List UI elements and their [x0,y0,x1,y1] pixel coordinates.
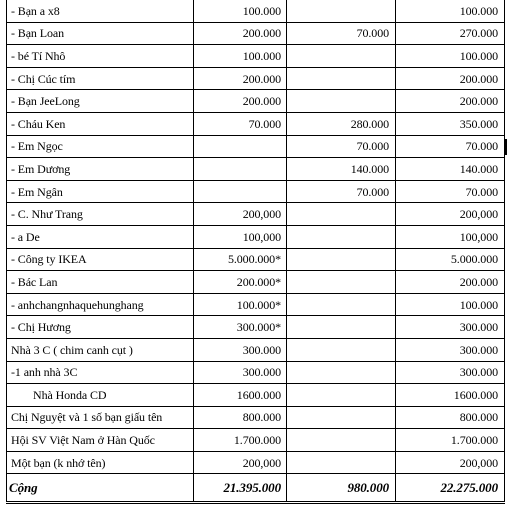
amount-sum: 70.000 [396,180,505,203]
table-row [7,271,505,294]
amount-col2 [287,203,396,226]
amount-col1: 300.000* [194,316,287,339]
amount-sum: 200.000 [396,90,505,113]
table-row [7,90,505,113]
donor-name: - anhchangnhaquehunghang [7,293,194,316]
amount-col1: 200,000 [194,451,287,474]
donor-name: - Cháu Ken [7,112,194,135]
donor-name: - Chị Cúc tím [7,67,194,90]
donation-table-body [7,0,505,474]
donor-name: - C. Như Trang [7,203,194,226]
amount-col2: 140.000 [287,158,396,181]
amount-col2 [287,451,396,474]
amount-sum: 200,000 [396,203,505,226]
amount-col1: 70.000 [194,112,287,135]
donor-name: - Em Ngọc [7,135,194,158]
amount-sum: 100.000 [396,293,505,316]
total-label: Cộng [7,474,194,503]
donor-name: - Công ty IKEA [7,248,194,271]
amount-col1: 800.000 [194,406,287,429]
amount-col1 [194,180,287,203]
amount-col1: 200.000* [194,271,287,294]
donor-name: - Bạn JeeLong [7,90,194,113]
amount-sum: 100.000 [396,0,505,22]
donor-name: - Em Dương [7,158,194,181]
table-row [7,361,505,384]
donor-name: Một bạn (k nhớ tên) [7,451,194,474]
table-row [7,135,505,158]
table-row [7,22,505,45]
donor-name: - Bạn a x8 [7,0,194,22]
table-row [7,225,505,248]
table-row [7,248,505,271]
amount-col2 [287,316,396,339]
amount-col2 [287,406,396,429]
table-row [7,112,505,135]
amount-sum: 350.000 [396,112,505,135]
text-cursor-mark [505,139,507,155]
table-row [7,384,505,407]
amount-col1: 300.000 [194,338,287,361]
donor-name: - a De [7,225,194,248]
table-row [7,429,505,452]
amount-col2: 70.000 [287,180,396,203]
total-amount-col1: 21.395.000 [194,474,287,503]
table-row [7,45,505,68]
amount-col1: 100,000 [194,225,287,248]
donor-name: Nhà Honda CD [7,384,194,407]
donor-name: - Bạn Loan [7,22,194,45]
amount-col1: 5.000.000* [194,248,287,271]
amount-sum: 200.000 [396,67,505,90]
amount-col2 [287,225,396,248]
amount-col1 [194,158,287,181]
amount-col1: 300.000 [194,361,287,384]
amount-col2 [287,271,396,294]
total-amount-sum: 22.275.000 [396,474,505,503]
donor-name: Hội SV Việt Nam ở Hàn Quốc [7,429,194,452]
donor-name: Chị Nguyệt và 1 số bạn giấu tên [7,406,194,429]
amount-col2: 70.000 [287,135,396,158]
table-row [7,316,505,339]
amount-sum: 140.000 [396,158,505,181]
amount-col1: 100.000 [194,45,287,68]
amount-sum: 100.000 [396,45,505,68]
donor-name: -1 anh nhà 3C [7,361,194,384]
amount-sum: 300.000 [396,338,505,361]
amount-col1: 100.000* [194,293,287,316]
table-row [7,158,505,181]
amount-col2 [287,384,396,407]
amount-sum: 200.000 [396,271,505,294]
amount-col2 [287,90,396,113]
amount-col2 [287,0,396,22]
amount-col1 [194,135,287,158]
table-row [7,203,505,226]
table-row [7,180,505,203]
amount-sum: 1.700.000 [396,429,505,452]
amount-col2 [287,293,396,316]
amount-sum: 5.000.000 [396,248,505,271]
amount-col2: 70.000 [287,22,396,45]
table-row [7,338,505,361]
donor-name: - Em Ngân [7,180,194,203]
amount-sum: 1600.000 [396,384,505,407]
amount-col1: 1.700.000 [194,429,287,452]
donor-name: - Bác Lan [7,271,194,294]
table-row [7,406,505,429]
amount-col1: 1600.000 [194,384,287,407]
amount-col2 [287,361,396,384]
donor-name: - Chị Hương [7,316,194,339]
donation-table [6,0,505,504]
amount-col2 [287,429,396,452]
amount-col2 [287,45,396,68]
donor-name: - bé Tí Nhô [7,45,194,68]
amount-sum: 300.000 [396,361,505,384]
amount-col2: 280.000 [287,112,396,135]
amount-col2 [287,248,396,271]
table-row [7,293,505,316]
table-row [7,0,505,22]
amount-col1: 100.000 [194,0,287,22]
amount-sum: 270.000 [396,22,505,45]
table-row [7,451,505,474]
amount-sum: 70.000 [396,135,505,158]
total-amount-col2: 980.000 [287,474,396,503]
table-row [7,67,505,90]
amount-sum: 200,000 [396,451,505,474]
amount-col1: 200,000 [194,203,287,226]
amount-col2 [287,67,396,90]
amount-sum: 300.000 [396,316,505,339]
amount-col1: 200.000 [194,67,287,90]
amount-col1: 200.000 [194,90,287,113]
amount-col2 [287,338,396,361]
amount-col1: 200.000 [194,22,287,45]
total-row [7,474,505,503]
amount-sum: 800.000 [396,406,505,429]
donor-name: Nhà 3 C ( chim canh cụt ) [7,338,194,361]
amount-sum: 100,000 [396,225,505,248]
